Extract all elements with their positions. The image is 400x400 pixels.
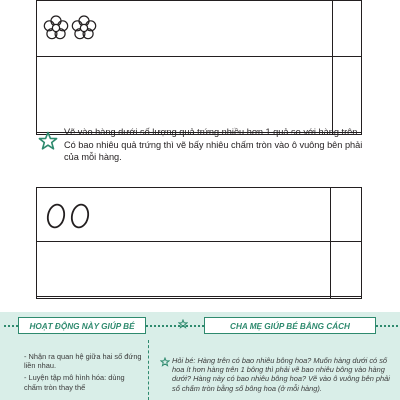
flower-grid-bottom-row[interactable] (37, 57, 361, 133)
dotted-rule (146, 325, 204, 327)
left-panel-item: - Nhận ra quan hệ giữa hai số đứng liền nhau. (24, 352, 142, 371)
dotted-rule (4, 325, 18, 327)
instruction-line-2: Có bao nhiêu quả trứng thì vẽ bấy nhiêu chấm tròn vào ô vuông bên phải (64, 139, 363, 150)
instruction-line-1: Vẽ vào hàng dưới số lượng quả trứng nhiều hơn 1 quả so với hàng trên. (64, 127, 360, 137)
panel-divider (148, 340, 149, 400)
tips-panel (0, 312, 400, 400)
egg-grid-bottom-row[interactable] (37, 242, 361, 297)
left-panel-list (24, 352, 142, 395)
right-panel-title: CHA MẸ GIÚP BÉ BẰNG CÁCH (204, 317, 376, 334)
flower-icon (43, 15, 69, 41)
flower-grid-top-row (37, 1, 361, 57)
grid-divider (332, 1, 333, 134)
grid-divider (330, 188, 331, 298)
flower-grid (36, 0, 362, 135)
egg-icon (46, 203, 66, 229)
star-outline-icon (160, 357, 170, 367)
flower-group (43, 15, 97, 41)
instruction-line-3: của mỗi hàng. (64, 152, 122, 163)
left-panel-item: - Luyện tập mô hình hóa: dùng chấm tròn thay thế (24, 373, 125, 392)
right-panel-paragraph: Hỏi bé: Hàng trên có bao nhiêu bông hoa? Muốn hàng dưới có số hoa ít hơn hàng trên 1 bông thì phải vẽ bao nhiêu bông vào hàng dưới? Hàng này có bao nhiêu bông hoa? Vẽ vào ô vuông bên phải số chấm tròn bằng số bông hoa (ở mỗi hàng). (172, 356, 390, 393)
flower-icon (71, 15, 97, 41)
instruction-text (64, 126, 364, 164)
star-outline-icon (38, 131, 58, 151)
egg-icon (70, 203, 90, 229)
star-outline-icon (178, 319, 188, 329)
dotted-rule (376, 325, 398, 327)
egg-group (46, 203, 90, 229)
left-panel-title: HOẠT ĐỘNG NÀY GIÚP BÉ (18, 317, 146, 334)
egg-grid (36, 187, 362, 299)
right-panel-text (172, 356, 390, 393)
egg-grid-top-row (37, 188, 361, 242)
